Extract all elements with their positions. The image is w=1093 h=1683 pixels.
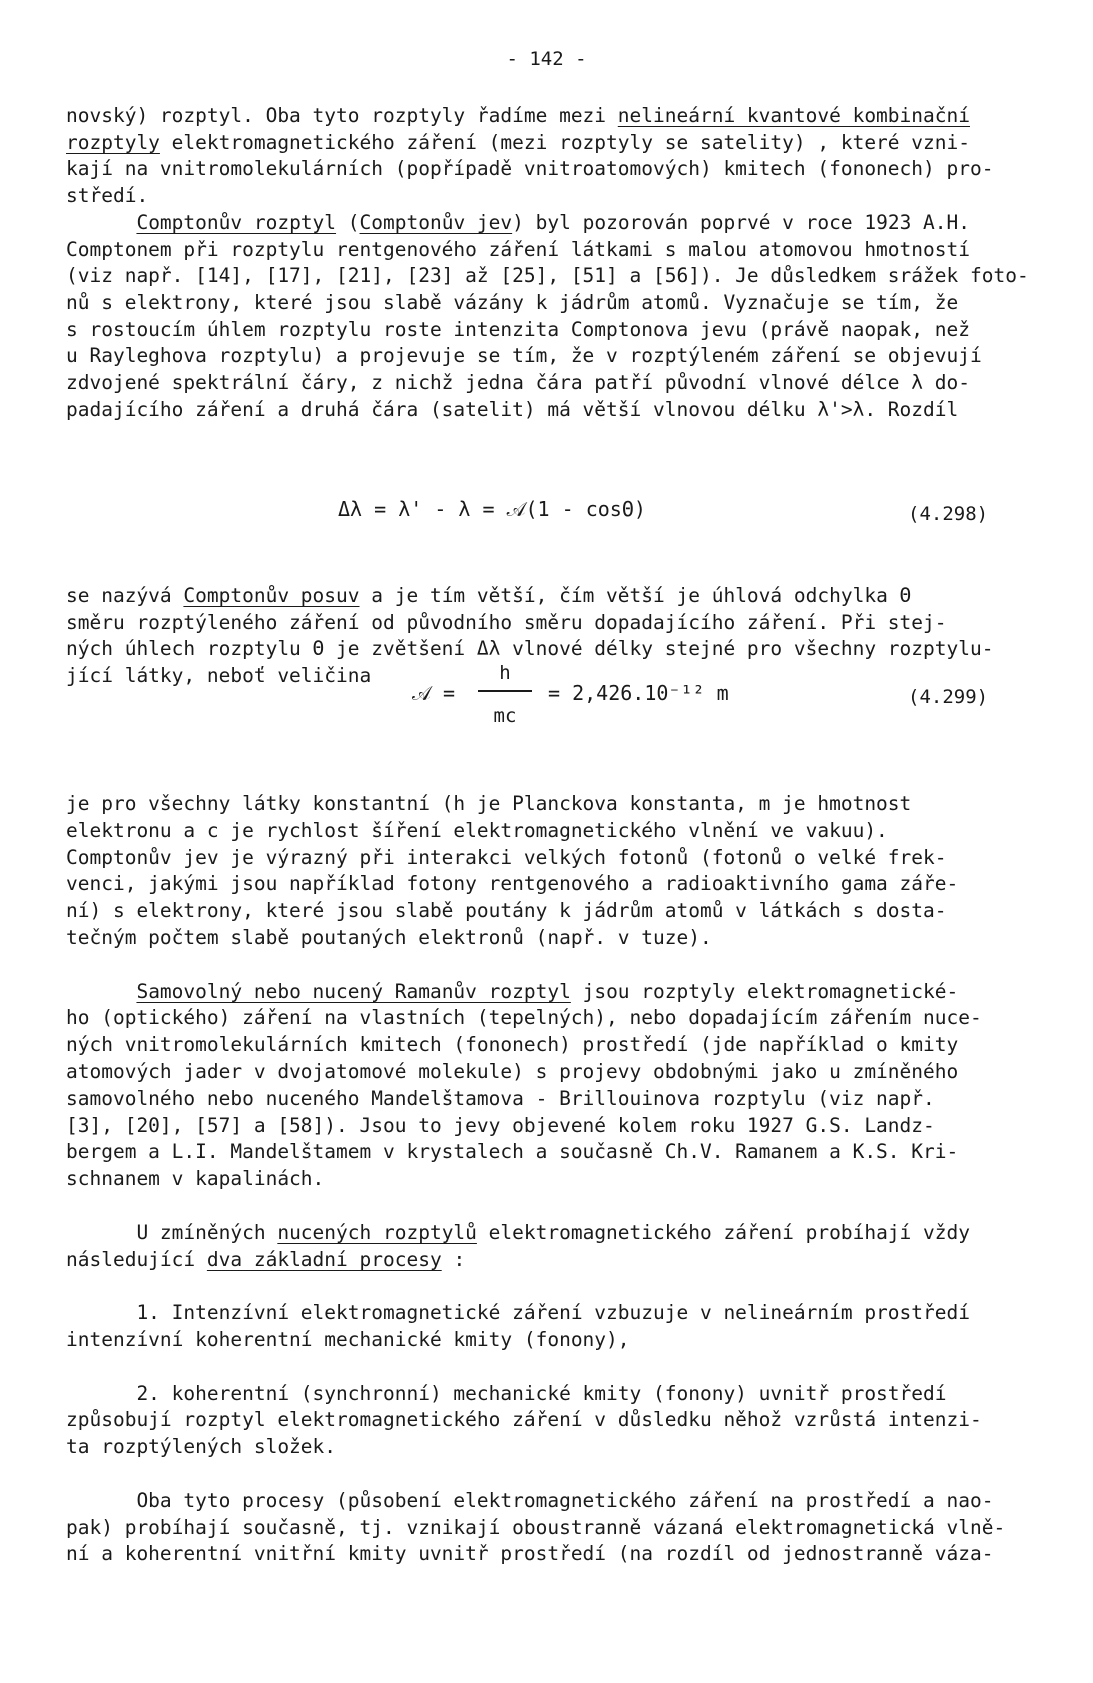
text-run: způsobují rozptyl elektromagnetického záření v důsledku něhož vzrůstá intenzi-: [66, 1408, 982, 1432]
text-line: [66, 819, 888, 843]
text-run: jsou rozptyly elektromagnetické-: [570, 979, 959, 1003]
text-run: U zmíněných: [66, 1220, 278, 1244]
text-run: :: [441, 1247, 466, 1271]
text-run: intenzívní koherentní mechanické kmity (fonony),: [66, 1328, 630, 1351]
underlined-term: nucených rozptylů: [277, 1220, 477, 1244]
fraction-numerator: h: [499, 662, 511, 684]
underlined-term: Comptonův posuv: [183, 584, 360, 607]
text-line: [66, 157, 993, 181]
text-run: venci, jakými jsou například fotony rentgenového a radioaktivního gama záře-: [66, 872, 959, 896]
text-line: [66, 1221, 970, 1245]
text-run: ných vnitromolekulárních kmitech (fononech) prostředí (jde například o kmity: [66, 1033, 959, 1057]
text-run: pak) probíhají současně, tj. vznikají oboustranně vázaná elektromagnetická vlně-: [66, 1515, 1006, 1539]
text-run: Comptonem při rozptylu rentgenového záření látkami s malou atomovou hmotností: [66, 237, 970, 261]
text-line: [66, 980, 958, 1004]
text-line: [66, 899, 947, 923]
text-run: elektromagnetického záření probíhají vždy: [476, 1220, 971, 1244]
text-line: [66, 371, 970, 395]
fraction-bar: [478, 690, 532, 692]
text-run: padajícího záření a druhá čára (satelit) má větší vlnovou délku λ'>λ. Rozdíl: [66, 397, 959, 421]
text-line: [66, 611, 947, 635]
underlined-term: Samovolný nebo nucený Ramanův rozptyl: [136, 979, 571, 1003]
page-number: - 142 -: [506, 48, 587, 70]
text-line: [66, 1408, 982, 1432]
text-run: kají na vnitromolekulárních (popřípadě vnitroatomových) kmitech (fononech) pro-: [66, 157, 994, 181]
text-line: [66, 264, 1029, 288]
underlined-term: Comptonův rozptyl: [136, 210, 337, 234]
text-line: [66, 184, 148, 208]
text-run: jící látky, neboť veličina: [66, 664, 372, 688]
fraction-denominator: mc: [493, 705, 517, 727]
text-line: [66, 584, 911, 608]
text-run: (viz např. [14], [17], [21], [23] až [25], [51] a [56]). Je důsledkem srážek foto-: [66, 264, 1029, 288]
text-run: ní) s elektrony, které jsou slabě poutány k jádrům atomů v látkách s dosta-: [66, 899, 947, 923]
text-run: ní a koherentní vnitřní kmity uvnitř prostředí (na rozdíl od jednostranně váza-: [66, 1542, 994, 1566]
underlined-term: rozptyly: [66, 130, 160, 154]
text-run: je pro všechny látky konstantní (h je Planckova konstanta, m je hmotnost: [66, 792, 912, 815]
underlined-term: Comptonův jev: [359, 210, 513, 234]
text-run: směru rozptýleného záření od původního směru dopadajícího záření. Při stej-: [66, 610, 947, 634]
text-line: [66, 926, 712, 950]
text-line: [66, 637, 993, 661]
text-run: nů s elektrony, které jsou slabě vázány k jádrům atomů. Vyznačuje se tím, že: [66, 290, 959, 314]
text-line: [66, 1301, 970, 1325]
text-run: [66, 980, 136, 1003]
text-run: následující: [66, 1247, 207, 1271]
text-line: [66, 131, 970, 155]
text-run: ta rozptýlených složek.: [66, 1435, 337, 1459]
text-line: [66, 792, 911, 816]
underlined-term: dva základní procesy: [206, 1247, 442, 1271]
text-line: [66, 1516, 1005, 1540]
text-line: [66, 1087, 935, 1111]
text-run: ho (optického) záření na vlastních (tepelných), nebo dopadajícím zářením nuce-: [66, 1006, 982, 1030]
text-run: 1. Intenzívní elektromagnetické záření vzbuzuje v nelineárním prostředí: [66, 1301, 970, 1325]
text-line: [66, 664, 371, 688]
underlined-term: nelineární kvantové kombinační: [617, 104, 970, 127]
text-run: se nazývá: [66, 584, 184, 607]
text-run: [66, 211, 136, 234]
text-line: [66, 1140, 958, 1164]
text-line: [66, 1060, 958, 1084]
text-run: středí.: [66, 184, 149, 208]
text-run: u Rayleghova rozptylu) a projevuje se tím, že v rozptýleném záření se objevují: [66, 344, 982, 368]
text-run: 2. koherentní (synchronní) mechanické kmity (fonony) uvnitř prostředí: [66, 1381, 947, 1405]
text-line: [66, 1382, 947, 1406]
text-run: novský) rozptyl. Oba tyto rozptyly řadíme mezi: [66, 104, 618, 127]
text-run: Comptonův jev je výrazný při interakci velkých fotonů (fotonů o velké frek-: [66, 845, 947, 869]
text-run: bergem a L.I. Mandelštamem v krystalech a současně Ch.V. Ramanem a K.S. Kri-: [66, 1140, 959, 1164]
text-run: elektromagnetického záření (mezi rozptyly se satelity) , které vzni-: [159, 130, 970, 154]
text-run: (: [336, 210, 360, 234]
equation-number-4-298: (4.298): [908, 503, 989, 525]
text-run: s rostoucím úhlem rozptylu roste intenzita Comptonova jevu (právě naopak, než: [66, 317, 970, 341]
text-line: [66, 1248, 465, 1272]
text-line: [66, 291, 958, 315]
text-run: elektronu a c je rychlost šíření elektromagnetického vlnění ve vakuu).: [66, 818, 888, 842]
text-line: [66, 1033, 958, 1057]
text-line: [66, 238, 970, 262]
text-line: [66, 104, 970, 128]
text-run: schnanem v kapalinách.: [66, 1167, 325, 1191]
text-line: [66, 1489, 993, 1513]
equation-4-298: Δλ = λ' - λ = 𝒜(1 - cosΘ): [338, 497, 646, 521]
text-line: [66, 846, 947, 870]
text-line: [66, 344, 982, 368]
text-run: zdvojené spektrální čáry, z nichž jedna čára patří původní vlnové délce λ do-: [66, 371, 970, 394]
text-line: [66, 872, 958, 896]
text-run: [3], [20], [57] a [58]). Jsou to jevy objevené kolem roku 1927 G.S. Landz-: [66, 1113, 935, 1137]
text-run: samovolného nebo nuceného Mandelštamova - Brillouinova rozptylu (viz např.: [66, 1086, 935, 1110]
text-run: a je tím větší, čím větší je úhlová odchylka Θ: [359, 584, 912, 607]
text-run: Oba tyto procesy (působení elektromagnetického záření na prostředí a nao-: [66, 1488, 994, 1512]
equation-number-4-299: (4.299): [908, 686, 989, 708]
text-run: atomových jader v dvojatomové molekule) s projevy obdobnými jako u zmíněného: [66, 1060, 959, 1083]
text-line: [66, 318, 970, 342]
text-line: [66, 1167, 324, 1191]
text-line: [66, 211, 970, 235]
text-run: ných úhlech rozptylu Θ je zvětšení Δλ vlnové délky stejné pro všechny rozptylu-: [66, 637, 994, 661]
text-line: [66, 1328, 630, 1352]
text-line: [66, 1435, 336, 1459]
text-line: [66, 1114, 935, 1138]
text-line: [66, 398, 958, 422]
equation-lhs: 𝒜 =: [412, 681, 456, 705]
text-run: ) byl pozorován poprvé v roce 1923 A.H.: [512, 210, 971, 234]
text-line: [66, 1542, 993, 1566]
equation-rhs: = 2,426.10⁻¹² m: [548, 681, 729, 705]
text-line: [66, 1006, 982, 1030]
text-run: tečným počtem slabě poutaných elektronů (např. v tuze).: [66, 926, 712, 949]
